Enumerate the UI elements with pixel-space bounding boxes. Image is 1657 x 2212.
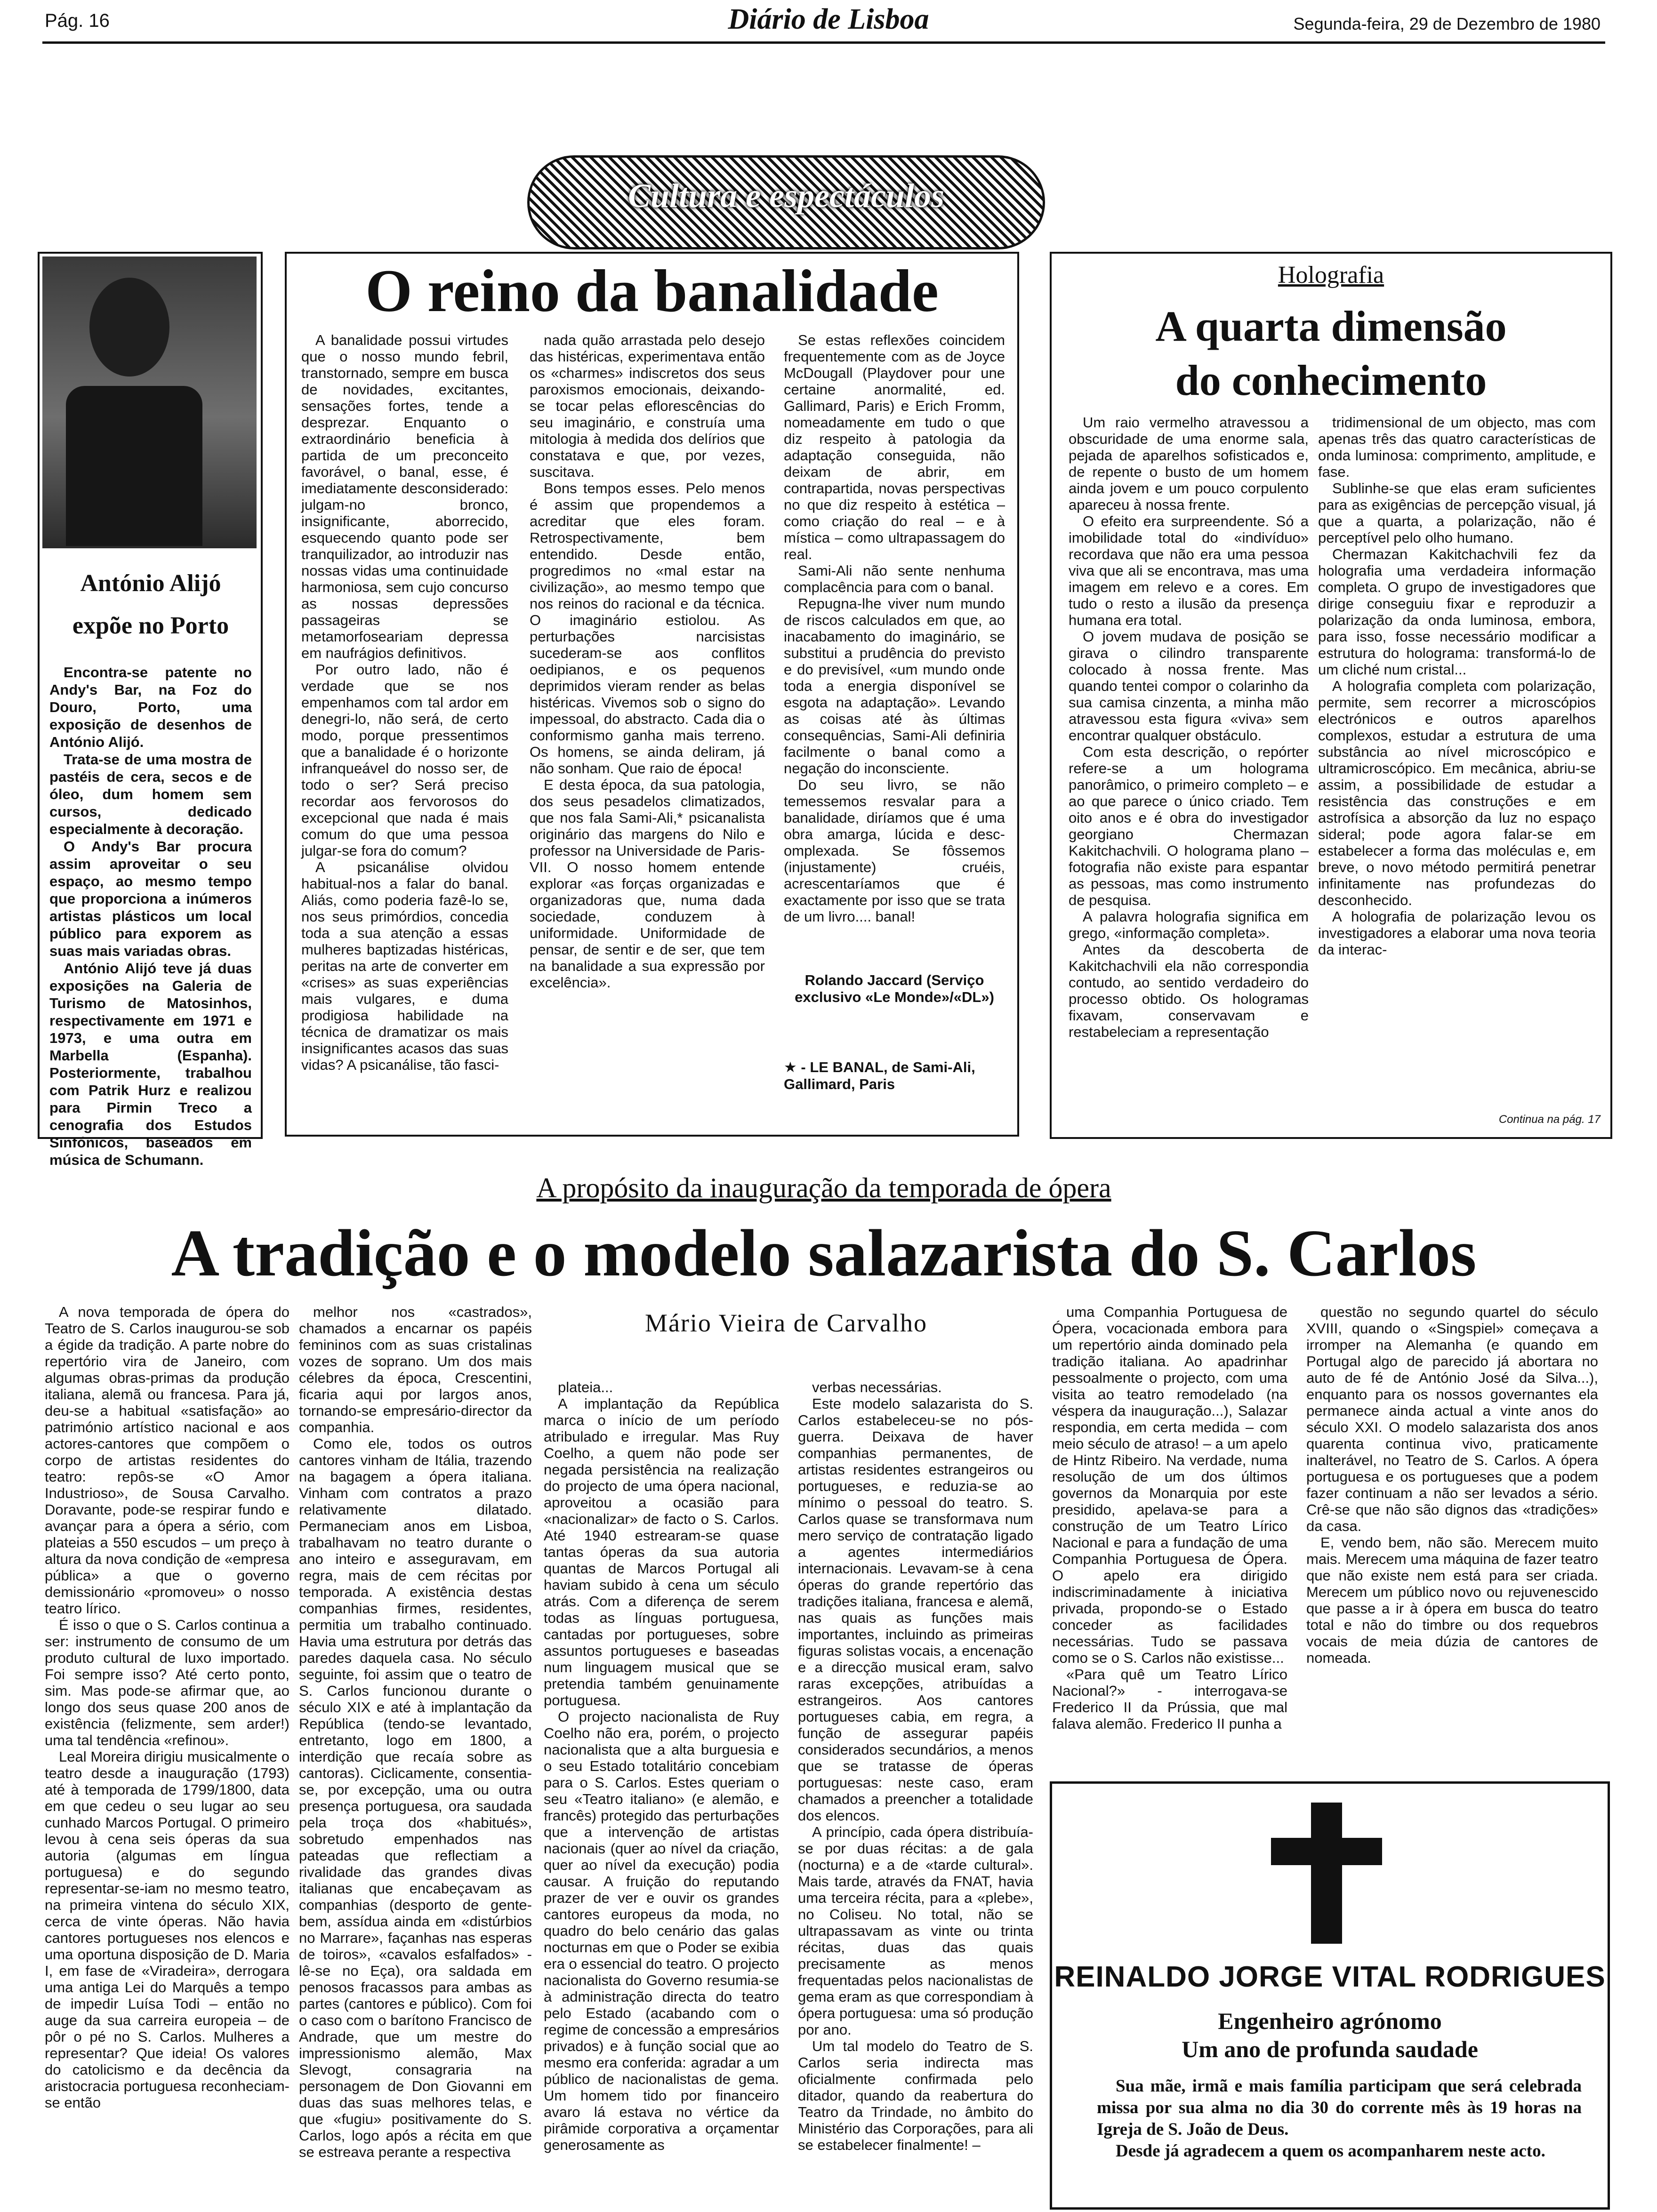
paragraph: Antes da descoberta de Kakitchachvili ela não correspondia contudo, ao sentido verdadeiro do processo obtido. Os hologramas fixavam, conservavam e restabeleciam a representação [1069, 941, 1309, 1040]
masthead: Diário de Lisboa [728, 3, 929, 35]
paragraph: A nova temporada de ópera do Teatro de S. Carlos inaugurou-se sob a égide da tradição. A parte nobre do repertório vira de Janeiro, com algumas obras-primas da produção italiana, alemã ou francesa. Para já, deu-se a habitual «satisfação» ao património artístico nacional e aos actores-cantores que compõem o corpo de artistas residentes do teatro: repôs-se «O Amor Industrioso», de Sousa Carvalho. Doravante, pode-se respirar fundo e avançar para a ópera a sério, com plateias a 550 escudos – um preço à altura da nova condição de «empresa pública» a que o governo demissionário «promoveu» o nosso teatro lírico. [45, 1304, 290, 1617]
paragraph: Se estas reflexões coincidem frequentemente com as de Joyce McDougall (Playdover pour une certaine anormalité, ed. Gallimard, Paris) e Erich Fromm, nomeadamente em tudo o que diz respeito à patologia da adaptação conseguida, não deixam de abrir, em contrapartida, novas perspectivas no que diz respeito à estética – como criação do real – e à mística – como ultrapassagem do real. [784, 332, 1005, 562]
paragraph: uma Companhia Portuguesa de Ópera, vocacionada embora para um repertório ainda dominado pela tradição italiana. Ao apadrinhar pessoalmente o projecto, com uma visita ao teatro remodelado (na véspera da inauguração...), Salazar respondia, em certa medida – com meio século de atraso! – a um apelo de Hintz Ribeiro. Na verdade, numa resolução de um dos últimos governos da Monarquia por este presidido, apelava-se para a construção de um Teatro Lírico Nacional e para a fundação de uma Companhia Portuguesa de Ópera. O apelo era dirigido indiscriminadamente à iniciativa privada, propondo-se o Estado conceder as facilidades necessárias. Tudo se passava como se o S. Carlos não existisse... [1052, 1304, 1287, 1666]
paragraph: Desde já agradecem a quem os acompanharem neste acto. [1116, 2141, 1545, 2161]
banal-column-2 [530, 332, 765, 991]
publication-date: Segunda-feira, 29 de Dezembro de 1980 [1293, 14, 1601, 33]
paragraph: Encontra-se patente no Andy's Bar, na Foz do Douro, Porto, uma exposição de desenhos de António Alijó. [49, 664, 252, 750]
holo-column-2 [1318, 414, 1596, 958]
section-label: Cultura e espectáculos [627, 177, 944, 215]
obituary-text [1097, 2076, 1582, 2162]
paragraph: Por outro lado, não é verdade que se nos empenhamos com tal ardor em denegri-lo, não será, de certo modo, porque pressentimos que a banalidade é o horizonte infranqueável do nosso ser, de todo o ser? Será preciso recordar aos fervorosos do excepcional que nada é mais comum do que uma pessoa julgar-se fora do comum? [301, 661, 508, 859]
paragraph: Do seu livro, se não temessemos resvalar para a banalidade, diríamos que é uma obra amarga, lúcida e descomplexada. Se fôssemos (injustamente) cruéis, acrescentaríamos que é exactamente por isso que se trata de um livro.... banal! [784, 777, 1005, 925]
holo-headline-line-2: do conhecimento [1175, 356, 1487, 404]
paragraph: tridimensional de um objecto, mas com apenas três das quatro características de onda luminosa: comprimento, amplitude, e fase. [1318, 414, 1596, 480]
opera-column-6 [1306, 1304, 1598, 1666]
paragraph: Sami-Ali não sente nenhuma complacência para com o banal. [784, 562, 1005, 595]
opera-column-3 [544, 1379, 779, 2153]
paragraph: O Andy's Bar procura assim aproveitar o seu espaço, ao mesmo tempo que proporciona a inúmeros artistas plásticos um local público para exporem as suas mais variadas obras. [49, 838, 252, 959]
opera-column-2 [299, 1304, 532, 2160]
paragraph: Bons tempos esses. Pelo menos é assim que propendemos a acreditar que eles foram. Retrospectivamente, bem entendido. Desde então, progredimos no «mal estar na civilização», ao mesmo tempo que nos reinos do racional e da técnica. O imaginário estiolou. As perturbações narcisistas sucederam-se aos conflitos oedipianos, e os pequenos deprimidos vieram render as belas histéricas. Vivemos sob o signo do impessoal, do abstracto. Cada dia o conformismo ganha mais terreno. Os homens, se ainda deliram, já não sonham. Que raio de época! [530, 480, 765, 777]
paragraph: O jovem mudava de posição se girava o cilindro transparente colocado à nossa frente. Mas quando tentei compor o colarinho da sua camisa cinzenta, a minha mão atravessou esta figura «viva» sem encontrar qualquer obstáculo. [1069, 628, 1309, 744]
cross-icon [1311, 1803, 1342, 1944]
page-number: Pág. 16 [45, 10, 110, 31]
holo-kicker: Holografia [1278, 262, 1384, 289]
opera-headline: A tradição e o modelo salazarista do S. Carlos [171, 1216, 1477, 1290]
opera-column-4 [798, 1379, 1033, 2153]
paragraph: A holografia de polarização levou os investigadores a elaborar uma nova teoria da interac- [1318, 908, 1596, 958]
portrait-body-shape [66, 386, 202, 546]
paragraph: nada quão arrastada pelo desejo das histéricas, experimentava então os «charmes» indiscretos dos seus paroxismos emocionais, deixando-se tocar pelas eflorescências do seu imaginário, e construía uma mitologia à medida dos delírios que constatava e que, por vezes, suscitava. [530, 332, 765, 480]
alijo-subheadline: expõe no Porto [72, 612, 229, 639]
paragraph: Este modelo salazarista do S. Carlos estabeleceu-se no pós-guerra. Deixava de haver companhias permanentes, de artistas residentes estrangeiros ou portugueses, e reduzia-se ao mínimo o pessoal do teatro. S. Carlos quase se transformava num mero serviço de contratação ligado a agentes intermediários internacionais. Levavam-se à cena óperas do grande repertório das tradições italiana, francesa e alemã, nas quais as funções mais importantes, incluindo as primeiras figuras solistas vocais, a encenação e a direcção musical eram, salvo raras excepções, atribuídas a estrangeiros. Aos cantores portugueses cabia, em regra, a função de assegurar papéis considerados secundários, a menos que se tratasse de óperas portuguesas: neste caso, eram chamados a preencher a totalidade dos elencos. [798, 1395, 1033, 1824]
paragraph: Sua mãe, irmã e mais família participam que será celebrada missa por sua alma no dia 30 do corrente mês às 19 horas na Igreja de S. João de Deus. [1097, 2076, 1582, 2139]
paragraph: O projecto nacionalista de Ruy Coelho não era, porém, o projecto nacionalista que a alta burguesia e o seu Estado totalitário concebiam para o S. Carlos. Estes queriam o seu «Teatro italiano» (e alemão, e francês) protegido das perturbações que a intervenção de artistas nacionais (quer ao nível da criação, quer ao nível da execução) podia causar. A fruição do reputando prazer de ver e ouvir os grandes cantores europeus da moda, no quadro do belo cenário das galas nocturnas em que o Poder se exibia era o essencial do teatro. O projecto nacionalista do Governo resumia-se à administração directa do teatro pelo Estado (acabando com o regime de concessão a empresários privados) e à função social que ao mesmo era conferida: agradar a um público de nacionalistas de gema. Um homem tido por financeiro avaro lá estava no vértice da pirâmide corporativa a orçamentar generosamente as [544, 1708, 779, 2153]
paragraph: Sublinhe-se que elas eram suficientes para as exigências de percepção visual, já que a quarta, a polarização, não é perceptível pelo olho humano. [1318, 480, 1596, 546]
banal-column-1 [301, 332, 508, 1073]
alijo-body [49, 664, 252, 1169]
paragraph: E, vendo bem, não são. Merecem muito mais. Merecem uma máquina de fazer teatro que não existe nem está para ser criada. Merecem um público novo ou rejuvenescido que passe a ir à ópera em busca do teatro total e não do timbre ou dos requebros vocais de meia dúzia de cantores de nomeada. [1306, 1534, 1598, 1666]
paragraph: E desta época, da sua patologia, dos seus pesadelos climatizados, que nos fala Sami-Ali,* psicanalista originário das margens do Nilo e professor na Universidade de Paris-VII. O nosso homem entende explorar «as forças organizadas e organizadoras que, numa dada sociedade, conduzem à uniformidade. Uniformidade de pensar, de sentir e de ser, que tem na banalidade a sua expressão por excelência». [530, 777, 765, 991]
paragraph: Chermazan Kakitchachvili fez da holografia uma verdadeira informação completa. O grupo de investigadores que dirige conseguiu fixar e reproduzir a polarização da onda luminosa, embora, para isso, fosse necessário modificar a estrutura do holograma: transformá-lo de um cliché num cristal... [1318, 546, 1596, 678]
banal-headline: O reino da banalidade [365, 257, 939, 324]
opera-byline: Mário Vieira de Carvalho [644, 1309, 928, 1337]
paragraph: Leal Moreira dirigiu musicalmente o teatro desde a inauguração (1793) até à temporada de 1799/1800, data em que cedeu o seu lugar ao seu cunhado Marcos Portugal. O primeiro levou à cena seis óperas da sua autoria (algumas em língua portuguesa) e do segundo representar-se-iam no mesmo teatro, na primeira vintena do século XIX, cerca de vinte óperas. Não havia cantores portugueses nos elencos e uma oportuna disposição de D. Maria I, em fase de «Viradeira», derrogara uma antiga Lei do Marquês a tempo de impedir Luísa Todi – então no auge da sua carreira europeia – de pôr o pé no S. Carlos. Mulheres a representar? Que ideia! Os valores do catolicismo e da decência da aristocracia portuguesa reconheciam-se então [45, 1748, 290, 2111]
paragraph: «Para quê um Teatro Lírico Nacional?» - interrogava-se Frederico II da Prússia, que mal falava alemão. Frederico II punha a [1052, 1666, 1287, 1732]
portrait-head-shape [89, 278, 169, 377]
paragraph: Com esta descrição, o repórter refere-se a um holograma panorâmico, o primeiro completo – e ao que parece o único criado. Tem oito anos e é obra do investigador georgiano Chermazan Kakitchachvili. O holograma plano – fotografia não existe para espantar as pessoas, mas como instrumento de pesquisa. [1069, 744, 1309, 908]
paragraph: Um tal modelo do Teatro de S. Carlos seria indirecta mas oficialmente confirmada pelo ditador, quando da reabertura do Teatro da Trindade, no âmbito do Ministério das Corporações, para ali se estabelecer finalmente! – [798, 2038, 1033, 2153]
opera-column-5 [1052, 1304, 1287, 1732]
paragraph: É isso o que o S. Carlos continua a ser: instrumento de consumo de um produto cultural de luxo importado. Foi sempre isso? Até certo ponto, sim. Mas pode-se afirmar que, ao longo dos seus quase 200 anos de existência (felizmente, sem arder!) uma tal tendência «refinou». [45, 1617, 290, 1748]
holo-column-1 [1069, 414, 1309, 1040]
paragraph: A banalidade possui virtudes que o nosso mundo febril, transtornado, sempre em busca de novidades, excitantes, sensações fortes, tende a desprezar. Enquanto o extraordinário beneficia à partida de um preconceito favorável, o banal, esse, é imediatamente desconsiderado: julgam-no bronco, insignificante, aborrecido, esquecendo quanto pode ser tranquilizador, ao introduzir nas nossas vidas uma continuidade harmoniosa, sem cujo concurso as nossas depressões passageiras se metamorfoseariam depressa em naufrágios definitivos. [301, 332, 508, 661]
paragraph: Como ele, todos os outros cantores vinham de Itália, trazendo na bagagem a ópera italiana. Vinham com contratos a prazo relativamente dilatado. Permaneciam anos em Lisboa, trabalhavam no teatro durante o ano inteiro e asseguravam, em regra, mais de cem récitas por temporada. A existência destas companhias firmes, residentes, permitia um trabalho continuado. Havia uma estrutura por detrás das paredes daquela casa. No século seguinte, foi assim que o teatro de S. Carlos funcionou durante o século XIX e até à implantação da República (tendo-se levantado, entretanto, logo em 1800, a interdição que recaía sobre as cantoras). Ciclicamente, consentia-se, por excepção, uma ou outra presença portuguesa, ora saudada pela troça dos «habitués», sobretudo empenhados nas pateadas que reflectiam a rivalidade das grandes divas italianas que encabeçavam as companhias (desporto de gente-bem, assídua ainda em «distúrbios no Marrare», façanhas nas esperas de toiros», «cavalos esfalfados» - lê-se no Eça), ora saldada em penosos fracassos para ambas as partes (cantores e público). Com foi o caso com o barítono Francisco de Andrade, que um mestre do impressionismo alemão, Max Slevogt, consagraria na personagem de Don Giovanni em duas das suas melhores telas, e que «fugiu» positivamente do S. Carlos, logo após a récita em que se estreava perante a respectiva [299, 1435, 532, 2160]
paragraph: Um raio vermelho atravessou a obscuridade de uma enorme sala, pejada de aparelhos sofisticados e, de repente o busto de um homem ainda jovem e um pouco corpulento apareceu à nossa frente. [1069, 414, 1309, 513]
opera-kicker: A propósito da inauguração da temporada de ópera [536, 1172, 1111, 1203]
obituary-anniversary: Um ano de profunda saudade [1182, 2036, 1478, 2062]
banal-footnote: ★ - LE BANAL, de Sami-Ali, Gallimard, Paris [784, 1059, 975, 1092]
paragraph: A palavra holografia significa em grego, «informação completa». [1069, 908, 1309, 941]
paragraph: melhor nos «castrados», chamados a encarnar os papéis femininos com as suas cristalinas vozes de soprano. Um dos mais célebres da época, Crescentini, ficaria aqui por largos anos, tornando-se empresário-director da companhia. [299, 1304, 532, 1435]
banal-signature: Rolando Jaccard (Serviço exclusivo «Le Monde»/«DL») [795, 972, 994, 1005]
paragraph: A psicanálise olvidou habitual-nos a falar do banal. Aliás, como poderia fazê-lo se, nos seus primórdios, concedia toda a sua atenção a essas mulheres baptizadas histéricas, peritas na arte de converter em «crises» as suas experiências mais vulgares, e duma prodigiosa habilidade na técnica de dramatizar os mais insignificantes acasos das suas vidas? A psicanálise, tão fasci- [301, 859, 508, 1073]
holo-continued-note: Continua na pág. 17 [1498, 1113, 1601, 1126]
paragraph: A princípio, cada ópera distribuía-se por duas récitas: a de gala (nocturna) e a de «tarde cultural». Mais tarde, através da FNAT, havia uma terceira récita, para a «plebe», no Coliseu. No total, não se ultrapassavam as vinte ou trinta récitas, duas das quais precisamente as menos frequentadas pelos nacionalistas de gema eram as que correspondiam à ópera portuguesa: uma só produção por ano. [798, 1824, 1033, 2038]
paragraph: A holografia completa com polarização, permite, sem recorrer a microscópios electrónicos e outros aparelhos complexos, estudar a estrutura de uma substância ao nível microscópico e ultramicroscópico. Em mecânica, abriu-se assim, a possibilidade de estudar a resistência das construções e em astrofísica a absorção da luz no espaço sideral; pode agora falar-se em estabelecer a forma das moléculas e, em breve, o novo método permitirá penetrar infinitamente nas profundezas do desconhecido. [1318, 678, 1596, 908]
banal-column-3 [784, 332, 1005, 925]
cross-icon-bar [1271, 1838, 1382, 1865]
obituary-profession: Engenheiro agrónomo [1218, 2008, 1442, 2034]
paragraph: António Alijó teve já duas exposições na Galeria de Turismo de Matosinhos, respectivamente em 1971 e 1973, e uma outra em Marbella (Espanha). Posteriormente, trabalhou com Patrik Hurz e realizou para Pirmin Treco a cenografia dos Estudos Sinfónicos, baseados em música de Schumann. [49, 960, 252, 1168]
obituary-name: REINALDO JORGE VITAL RODRIGUES [1054, 1961, 1606, 1993]
paragraph: Trata-se de uma mostra de pastéis de cera, secos e de óleo, dum homem sem cursos, dedicado especialmente à decoração. [49, 751, 252, 837]
opera-column-1 [45, 1304, 290, 2111]
holo-headline-line-1: A quarta dimensão [1155, 302, 1507, 350]
paragraph: questão no segundo quartel do século XVIII, quando o «Singspiel» começava a irromper na Alemanha (e quando em Portugal algo de parecido já abortara no auto de fé de António José da Silva...), enquanto para os nossos governantes ela permanece ainda actual a vinte anos do século XXI. O modelo salazarista dos anos quarenta continua vivo, praticamente inalterável, no Teatro de S. Carlos. A ópera portuguesa e os portugueses que a podem fazer continuam a não ser levados a sério. Crê-se que não são dignos das «tradições» da casa. [1306, 1304, 1598, 1534]
paragraph: plateia... [558, 1379, 613, 1395]
paragraph: Repugna-lhe viver num mundo de riscos calculados em que, ao inacabamento do imaginário, se substitui a prudência do previsto e do previsível, «um mundo onde toda a energia disponível se esgota na adaptação». Levando as coisas até às últimas consequências, Sami-Ali definiria facilmente o banal como a negação do inconsciente. [784, 595, 1005, 777]
paragraph: A implantação da República marca o início de um período atribulado e irregular. Mas Ruy Coelho, a quem não pode ser negada persistência na realização do projecto de uma ópera nacional, aproveitou a ocasião para «nacionalizar» de facto o S. Carlos. Até 1940 estrearam-se quase tantas óperas da sua autoria quantas de Marcos Portugal ali haviam subido à cena um século atrás. Com a diferença de serem todas as línguas portuguesa, cantadas por portugueses, sobre assuntos portugueses e baseadas num linguagem musical que se pretendia também genuinamente portuguesa. [544, 1395, 779, 1708]
paragraph: O efeito era surpreendente. Só a imobilidade total do «indivíduo» recordava que não era uma pessoa viva que ali se encontrava, mas uma imagem em relevo e a cores. Em tudo o resto a ilusão da presença humana era total. [1069, 513, 1309, 628]
paragraph: verbas necessárias. [812, 1379, 942, 1395]
alijo-headline: António Alijó [80, 570, 221, 597]
header-rule [42, 41, 1605, 44]
